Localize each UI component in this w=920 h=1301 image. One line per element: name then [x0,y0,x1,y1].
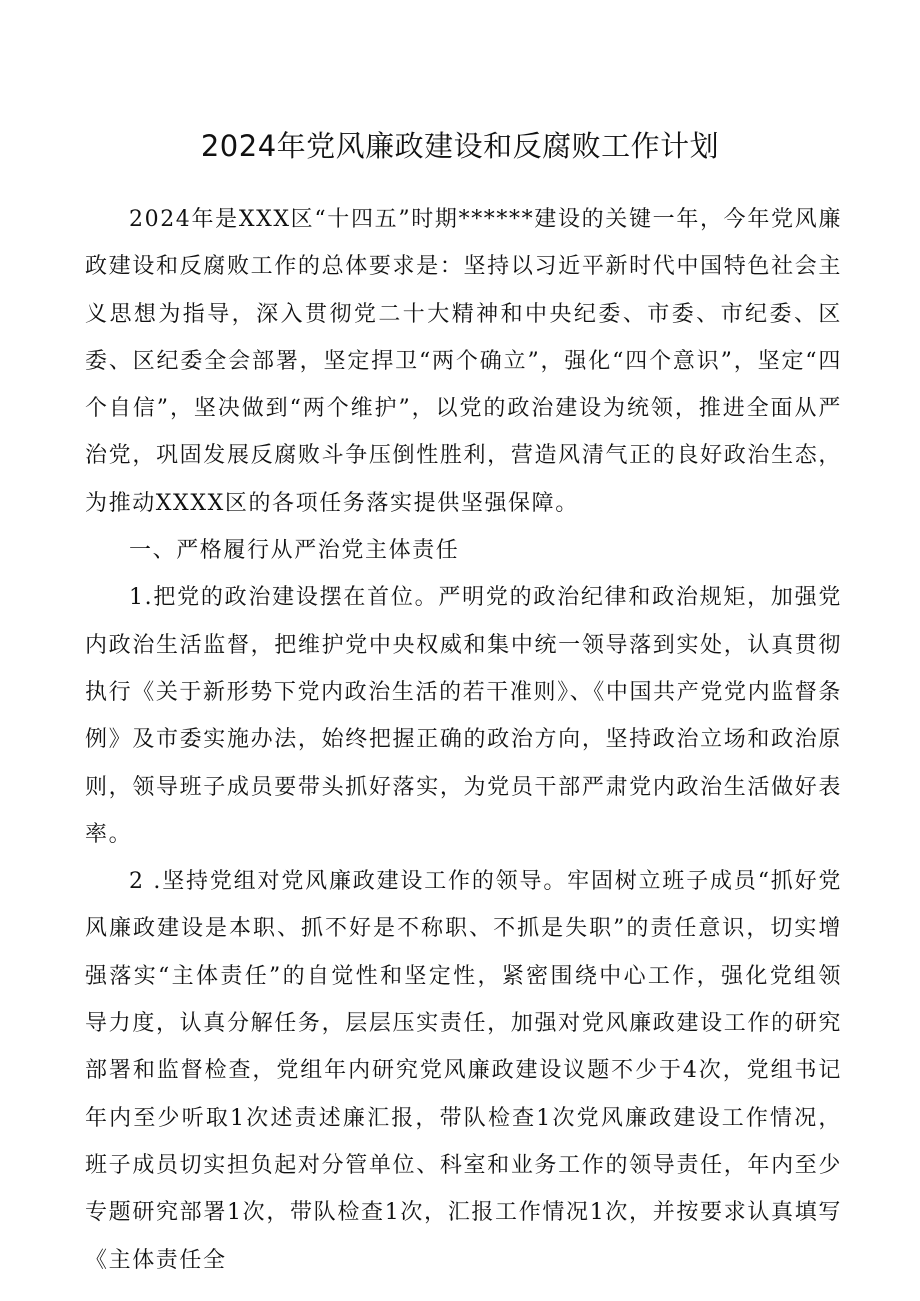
item-paragraph-2: 2 .坚持党组对党风廉政建设工作的领导。牢固树立班子成员“抓好党风廉政建设是本职、抓不好是不称职、不抓是失职”的责任意识，切实增强落实“主体责任”的自觉性和坚定性，紧密围绕中心工作，强化党组领导力度，认真分解任务，层层压实责任，加强对党风廉政建设工作的研究部署和监督检查，党组年内研究党风廉政建设议题不少于4次，党组书记年内至少听取1次述责述廉汇报，带队检查1次党风廉政建设工作情况，班子成员切实担负起对分管单位、科室和业务工作的领导责任，年内至少专题研究部署1次，带队检查1次，汇报工作情况1次，并按要求认真填写《主体责任全 [85,869,842,1273]
intro-paragraph: 2024年是XXX区“十四五”时期******建设的关键一年，今年党风廉政建设和反腐败工作的总体要求是：坚持以习近平新时代中国特色社会主义思想为指导，深入贯彻党二十大精神和中央纪委、市委、市纪委、区委、区纪委全会部署，坚定捍卫“两个确立”，强化“四个意识”，坚定“四个自信”，坚决做到“两个维护”，以党的政治建设为统领，推进全面从严治党，巩固发展反腐败斗争压倒性胜利，营造风清气正的良好政治生态，为推动XXXX区的各项任务落实提供坚强保障。 [85,207,842,516]
document-title: 2024年党风廉政建设和反腐败工作计划 [200,129,720,163]
section-heading: 一、严格履行从严治党主体责任 [129,538,460,564]
document-body [85,196,842,1284]
item-paragraph-1: 1.把党的政治建设摆在首位。严明党的政治纪律和政治规矩，加强党内政治生活监督，把维护党中央权威和集中统一领导落到实处，认真贯彻执行《关于新形势下党内政治生活的若干准则》、《中国共产党党内监督条例》及市委实施办法，始终把握正确的政治方向，坚持政治立场和政治原则，领导班子成员要带头抓好落实，为党员干部严肃党内政治生活做好表率。 [85,585,842,847]
